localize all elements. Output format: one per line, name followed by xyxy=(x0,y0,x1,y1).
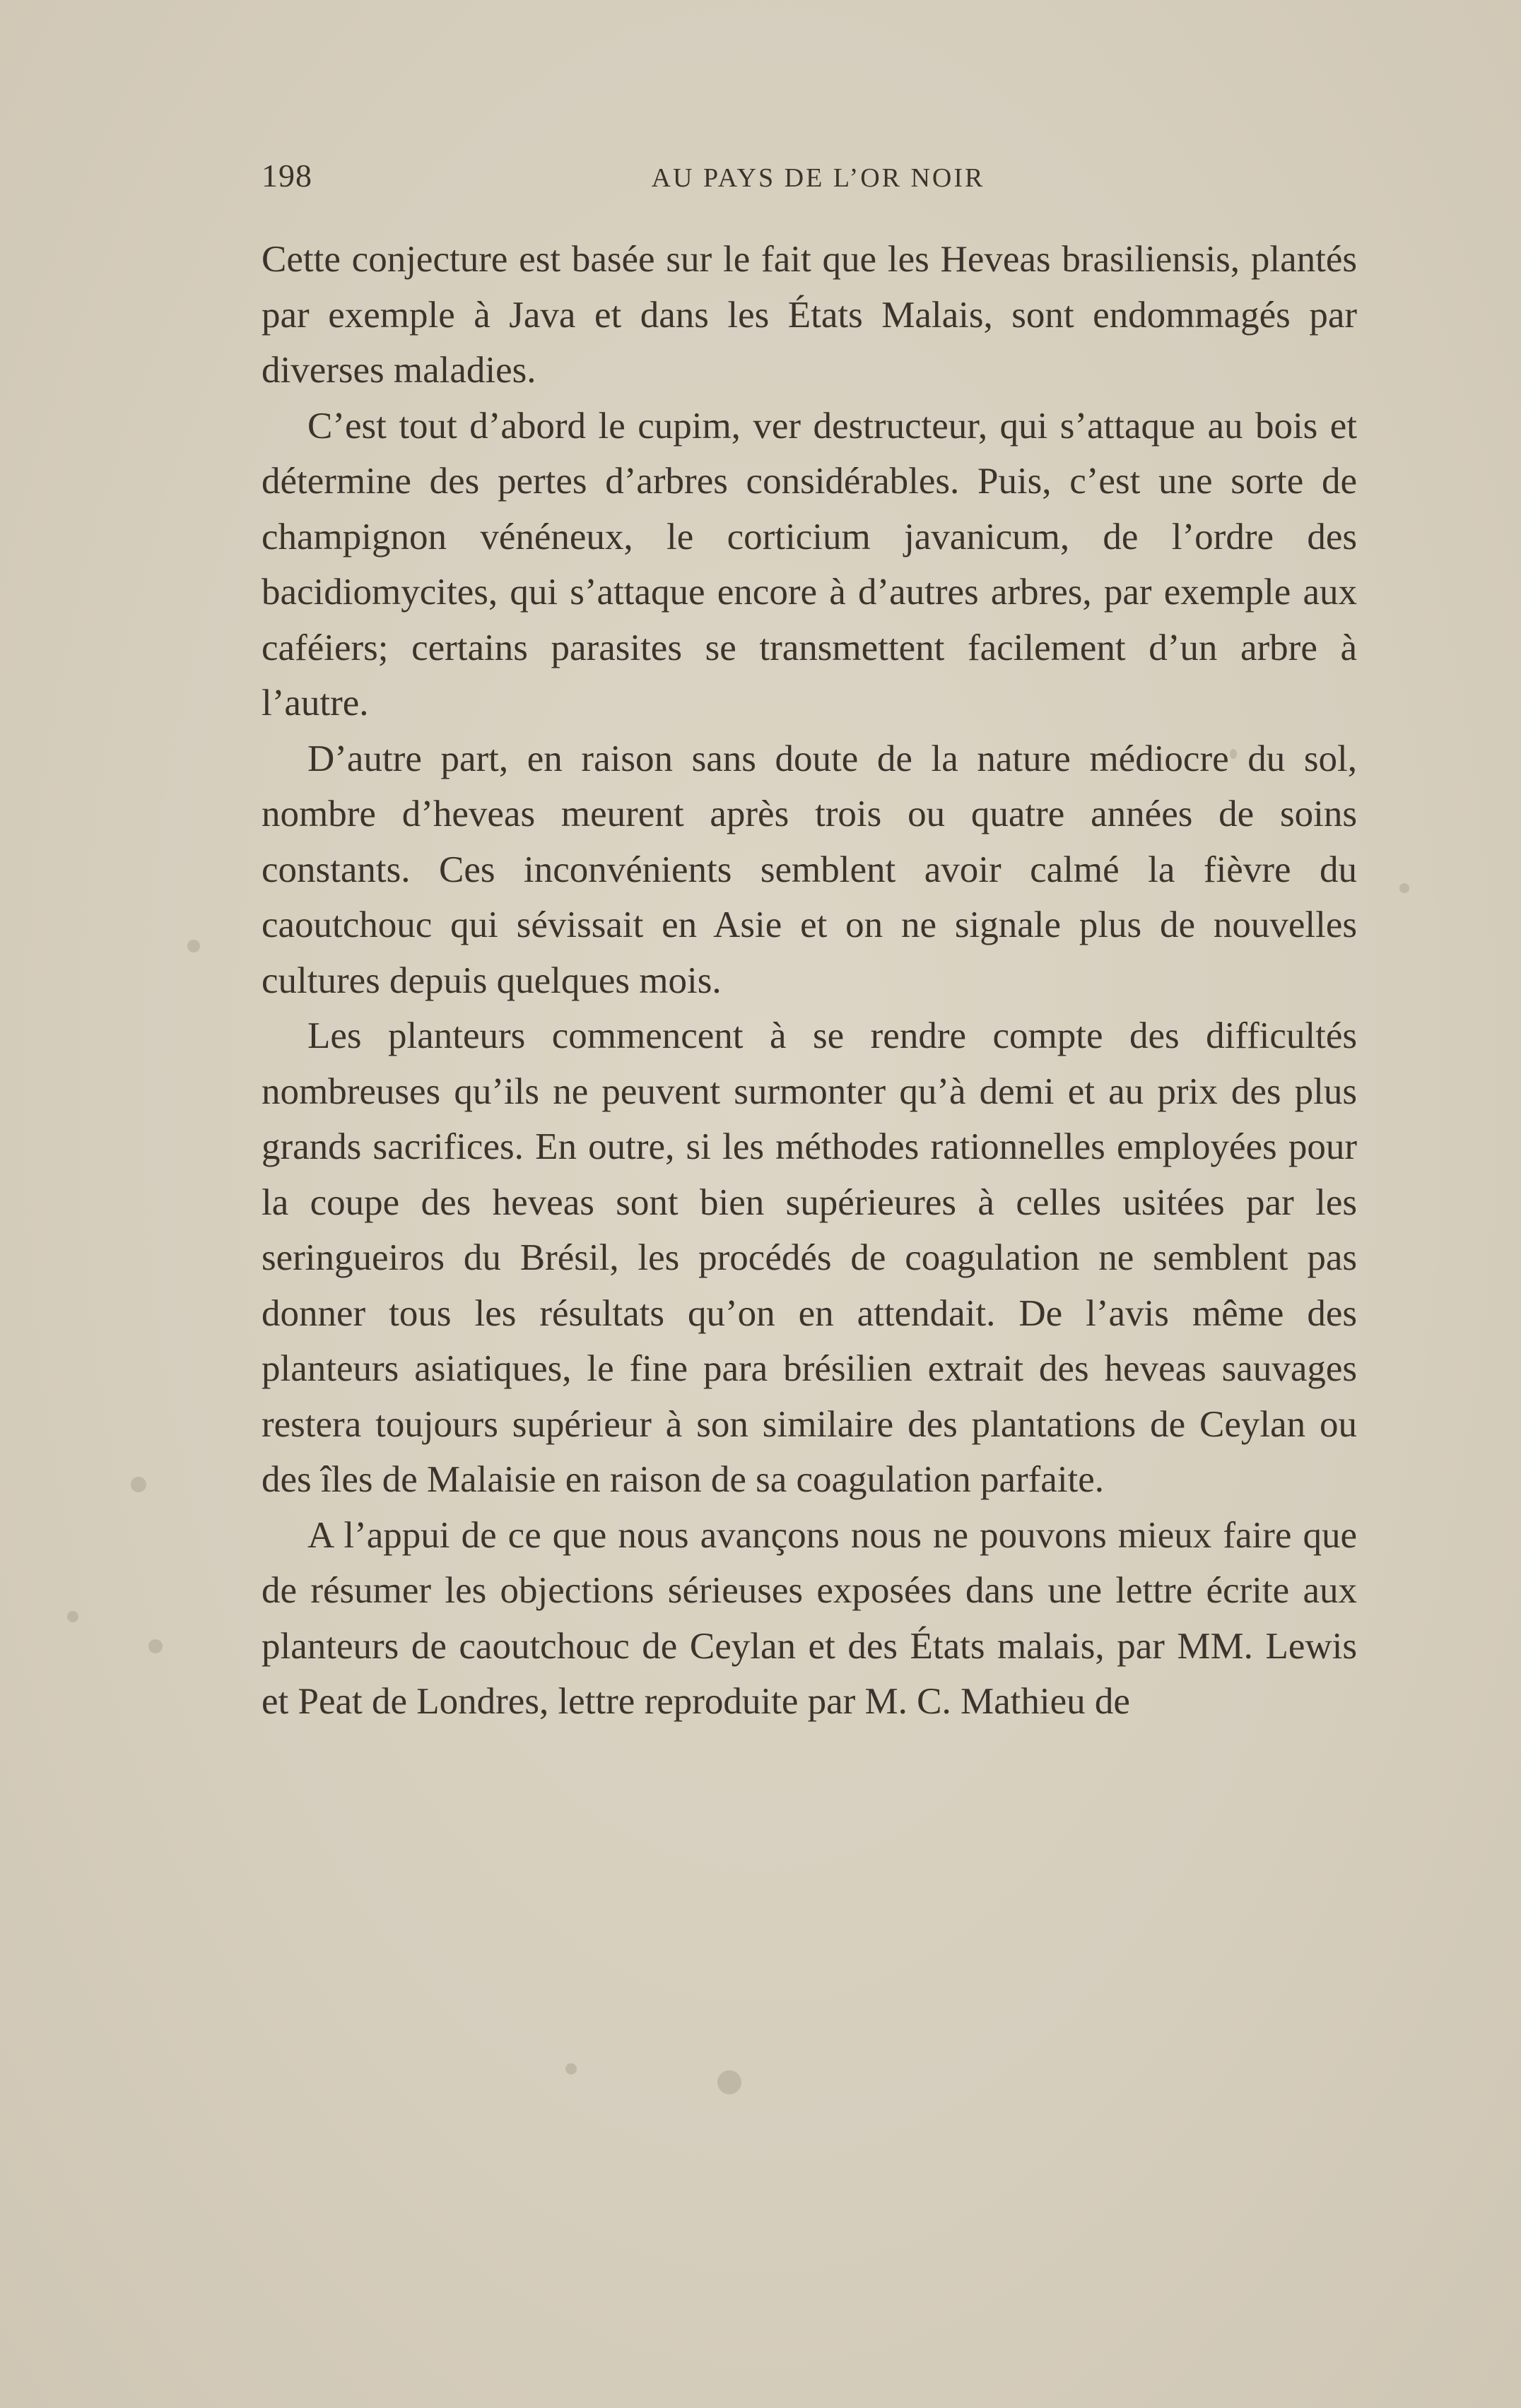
paper-speck xyxy=(1399,883,1409,893)
paper-speck xyxy=(131,1477,146,1492)
paragraph: D’autre part, en raison sans doute de la nature médiocre du sol, nombre d’heveas meurent après trois ou quatre années de soins constants. Ces inconvénients semblent avoir calmé la fièvre du caoutchouc qui sévissait en Asie et on ne signale plus de nouvelles cultures depuis quelques mois. xyxy=(262,738,1357,1001)
paper-speck xyxy=(717,2070,741,2094)
paragraph: A l’appui de ce que nous avançons nous ne pouvons mieux faire que de résumer les objections sérieuses exposées dans une lettre écrite aux planteurs de caoutchouc de Ceylan et des États malais, par MM. Lewis et Peat de Londres, lettre reproduite par M. C. Mathieu de xyxy=(262,1514,1357,1722)
paper-speck xyxy=(565,2063,577,2074)
paper-speck xyxy=(67,1611,78,1622)
paragraph: C’est tout d’abord le cupim, ver destructeur, qui s’attaque au bois et détermine des pertes d’arbres considérables. Puis, c’est une sorte de champignon vénéneux, le corticium javanicum, de l’ordre des bacidiomycites, qui s’attaque encore à d’autres arbres, par exemple aux caféiers; certains parasites se transmettent facilement d’un arbre à l’autre. xyxy=(262,405,1357,724)
page-header xyxy=(262,157,1361,206)
paper-speck xyxy=(148,1639,163,1653)
page-number: 198 xyxy=(262,158,312,194)
body-text xyxy=(262,232,1357,1730)
paragraph: Cette conjecture est basée sur le fait que les Heveas brasiliensis, plantés par exemple à Java et dans les États Malais, sont endommagés par diverses maladies. xyxy=(262,239,1357,391)
running-title: AU PAYS DE L’OR NOIR xyxy=(651,163,985,193)
paragraph: Les planteurs commencent à se rendre compte des difficultés nombreuses qu’ils ne peuvent surmonter qu’à demi et au prix des plus grands sacrifices. En outre, si les méthodes rationnelles employées pour la coupe des heveas sont bien supérieures à celles usitées par les seringueiros du Brésil, les procédés de coagulation ne semblent pas donner tous les résultats qu’on en attendait. De l’avis même des planteurs asiatiques, le fine para brésilien extrait des heveas sauvages restera toujours supérieur à son similaire des plantations de Ceylan ou des îles de Malaisie en raison de sa coagulation parfaite. xyxy=(262,1015,1357,1500)
paper-speck xyxy=(187,940,200,952)
